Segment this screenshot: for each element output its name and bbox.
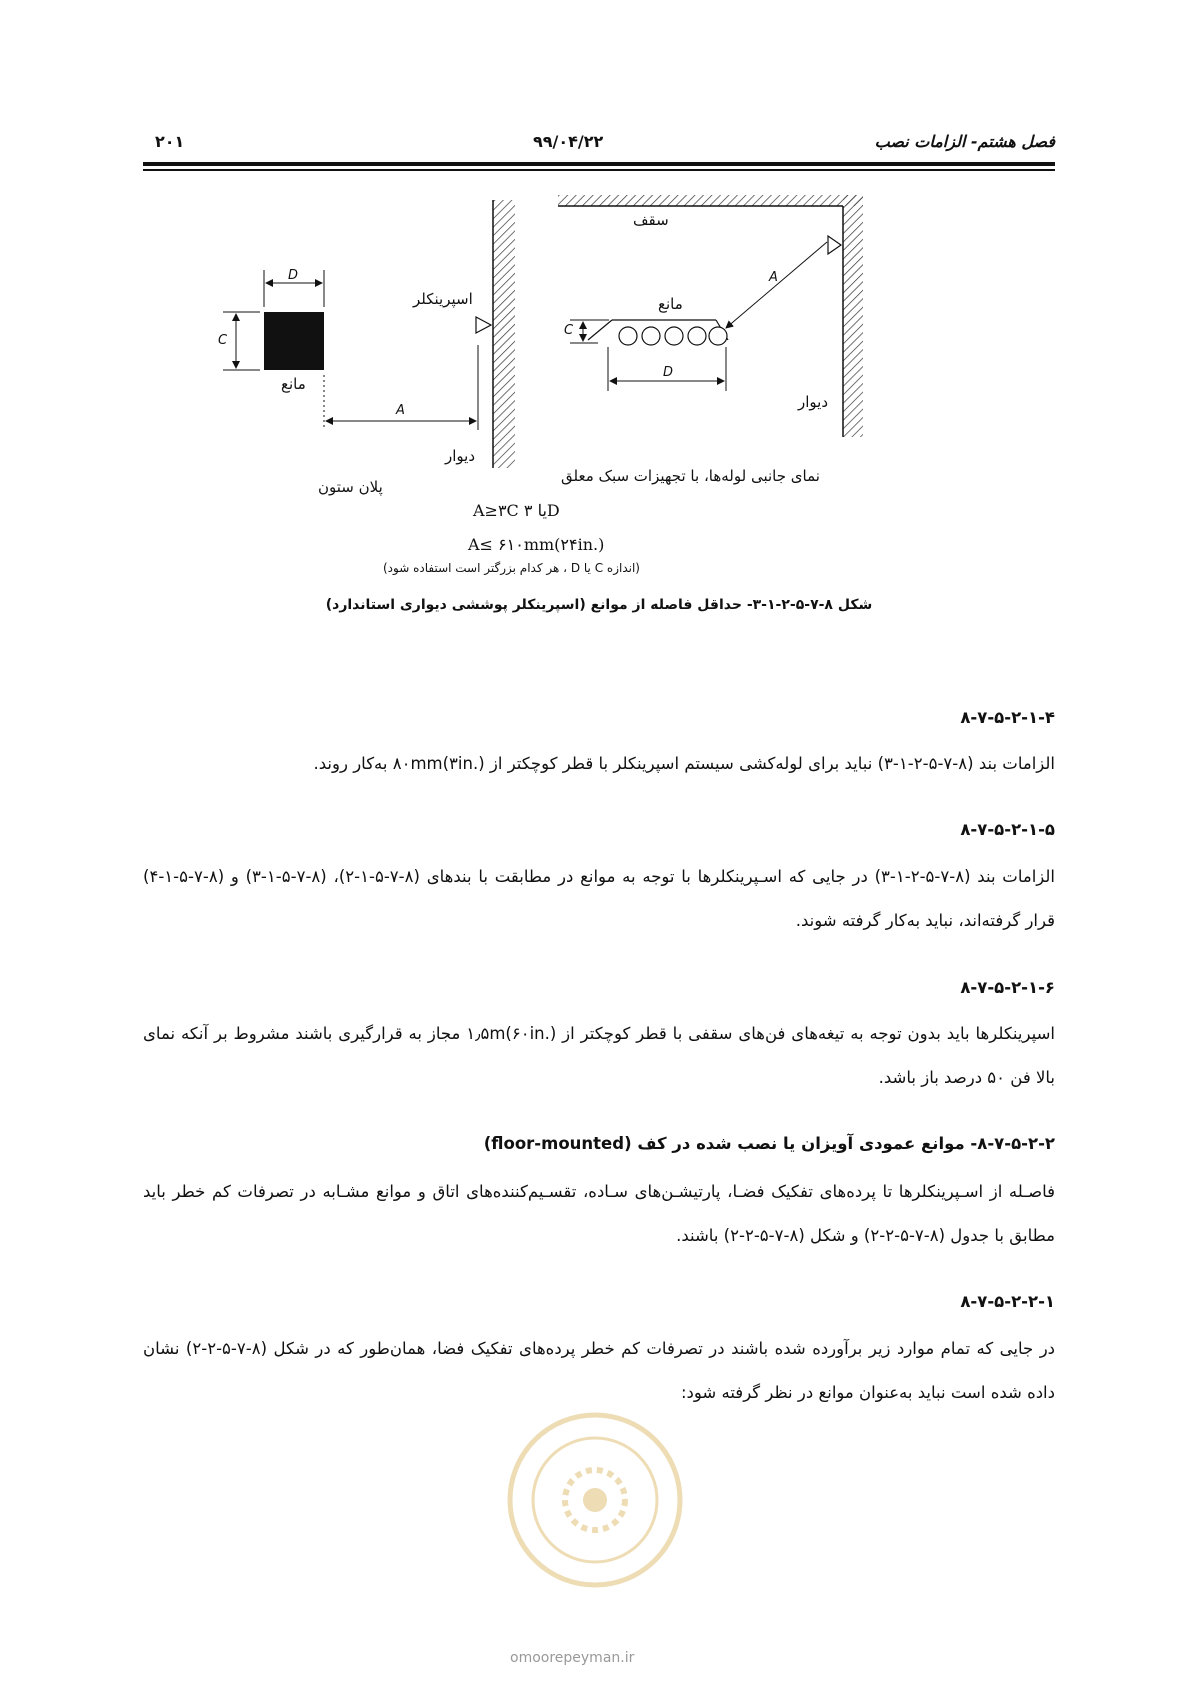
- wall-left-hatch: [493, 200, 515, 468]
- wall-right-hatch: [843, 195, 863, 437]
- label-ceiling: سقف: [633, 211, 669, 229]
- header-rule-thick: [143, 162, 1055, 166]
- column-square: [264, 312, 324, 370]
- label-wall-right: دیوار: [798, 393, 829, 411]
- formula-min-distance: A≥۳C یا ۳D: [473, 501, 560, 520]
- figure-caption: شکل ۸-۷-۵-۲-۱-۳- حداقل فاصله از موانع (اسپرینکلر پوششی دیواری استاندارد): [325, 597, 873, 613]
- label-d-right: D: [663, 365, 674, 380]
- chapter-title: فصل هشتم- الزامات نصب: [874, 132, 1055, 151]
- section-heading-4: ۸-۷-۵-۲-۲- موانع عمودی آویزان یا نصب شده در کف (floor-mounted): [483, 1134, 1055, 1153]
- sprinkler-right-icon: [828, 236, 841, 254]
- page-number: ۲۰۱: [155, 132, 185, 151]
- section-heading-5: ۸-۷-۵-۲-۲-۱: [960, 1292, 1055, 1311]
- watermark-site: omoorepeyman.ir: [510, 1650, 635, 1666]
- section-text-5: در جایی که تمام موارد زیر برآورده شده باشند در تصرفات کم خطر پرده‌های تفکیک فضا، همان‌طور که در شکل (۸-۷-۵-۲-۲) نشان داده شده است نباید به‌عنوان موانع در نظر گرفته شود:: [143, 1339, 1056, 1402]
- section-heading-3: ۸-۷-۵-۲-۱-۶: [960, 978, 1055, 997]
- figure-note: (اندازه C یا D ، هر کدام بزرگتر است استفاده شود): [383, 561, 640, 575]
- label-a-left: A: [396, 403, 405, 418]
- label-c-right: C: [564, 323, 574, 338]
- header-date: ۹۹/۰۴/۲۲: [533, 132, 604, 151]
- sprinkler-left-icon: [476, 317, 491, 333]
- label-sprinkler: اسپرینکلر: [413, 290, 473, 308]
- figure: [143, 195, 1055, 685]
- page-header: [143, 132, 1055, 156]
- label-a-right: A: [769, 270, 778, 285]
- label-wall-left: دیوار: [445, 447, 476, 465]
- header-rule-thin: [143, 169, 1055, 171]
- pipe-2: [642, 327, 660, 345]
- label-obstacle-left: مانع: [281, 375, 306, 393]
- label-d-left: D: [288, 268, 299, 283]
- section-heading-1: ۸-۷-۵-۲-۱-۴: [960, 708, 1055, 727]
- a-dimension-right: [726, 242, 827, 328]
- label-side-elevation: نمای جانبی لوله‌ها، با تجهیزات سبک معلق: [561, 467, 820, 485]
- label-column-plan: پلان ستون: [318, 478, 383, 496]
- watermark-seal: [500, 1400, 690, 1600]
- ceiling-hatch: [558, 195, 863, 206]
- pipe-5: [709, 327, 727, 345]
- section-heading-2: ۸-۷-۵-۲-۱-۵: [960, 820, 1055, 839]
- section-text-2: الزامات بند (۸-۷-۵-۲-۱-۳) در جایی که اسـپرینکلرها با توجه به موانع در مطابقت با بندهای (۸-۷-۵-۱-۲)، (۸-۷-۵-۱-۳) و (۸-۷-۵-۱-۴) قرار گرفته‌اند، نباید به‌کار گرفته شوند.: [143, 867, 1055, 930]
- label-obstacle-right: مانع: [658, 295, 683, 313]
- section-text-3: اسپرینکلرها باید بدون توجه به تیغه‌های فن‌های سقفی با قطر کوچکتر از ۱٫۵m(۶۰in.) مجاز به قرارگیری باشند مشروط بر آنکه نمای بالا فن ۵۰ درصد باز باشد.: [143, 1024, 1055, 1087]
- pipe-4: [688, 327, 706, 345]
- pipe-1: [619, 327, 637, 345]
- section-text-4: فاصـله از اسـپرینکلرها تا پرده‌های تفکیک فضـا، پارتیشـن‌های سـاده، تقسـیم‌کننده‌های اتاق و موانع مشـابه در تصرفات کم خطر باید مطابق با جدول (۸-۷-۵-۲-۲) و شکل (۸-۷-۵-۲-۲) باشند.: [143, 1182, 1055, 1245]
- pipe-3: [665, 327, 683, 345]
- formula-max-distance: A≤ ۶۱۰mm(۲۴in.): [468, 535, 605, 554]
- section-text-1: الزامات بند (۸-۷-۵-۲-۱-۳) نباید برای لوله‌کشی سیستم اسپرینکلر با قطر کوچکتر از ۸۰mm(۳in.) به‌کار روند.: [313, 754, 1055, 773]
- label-c-left: C: [218, 333, 228, 348]
